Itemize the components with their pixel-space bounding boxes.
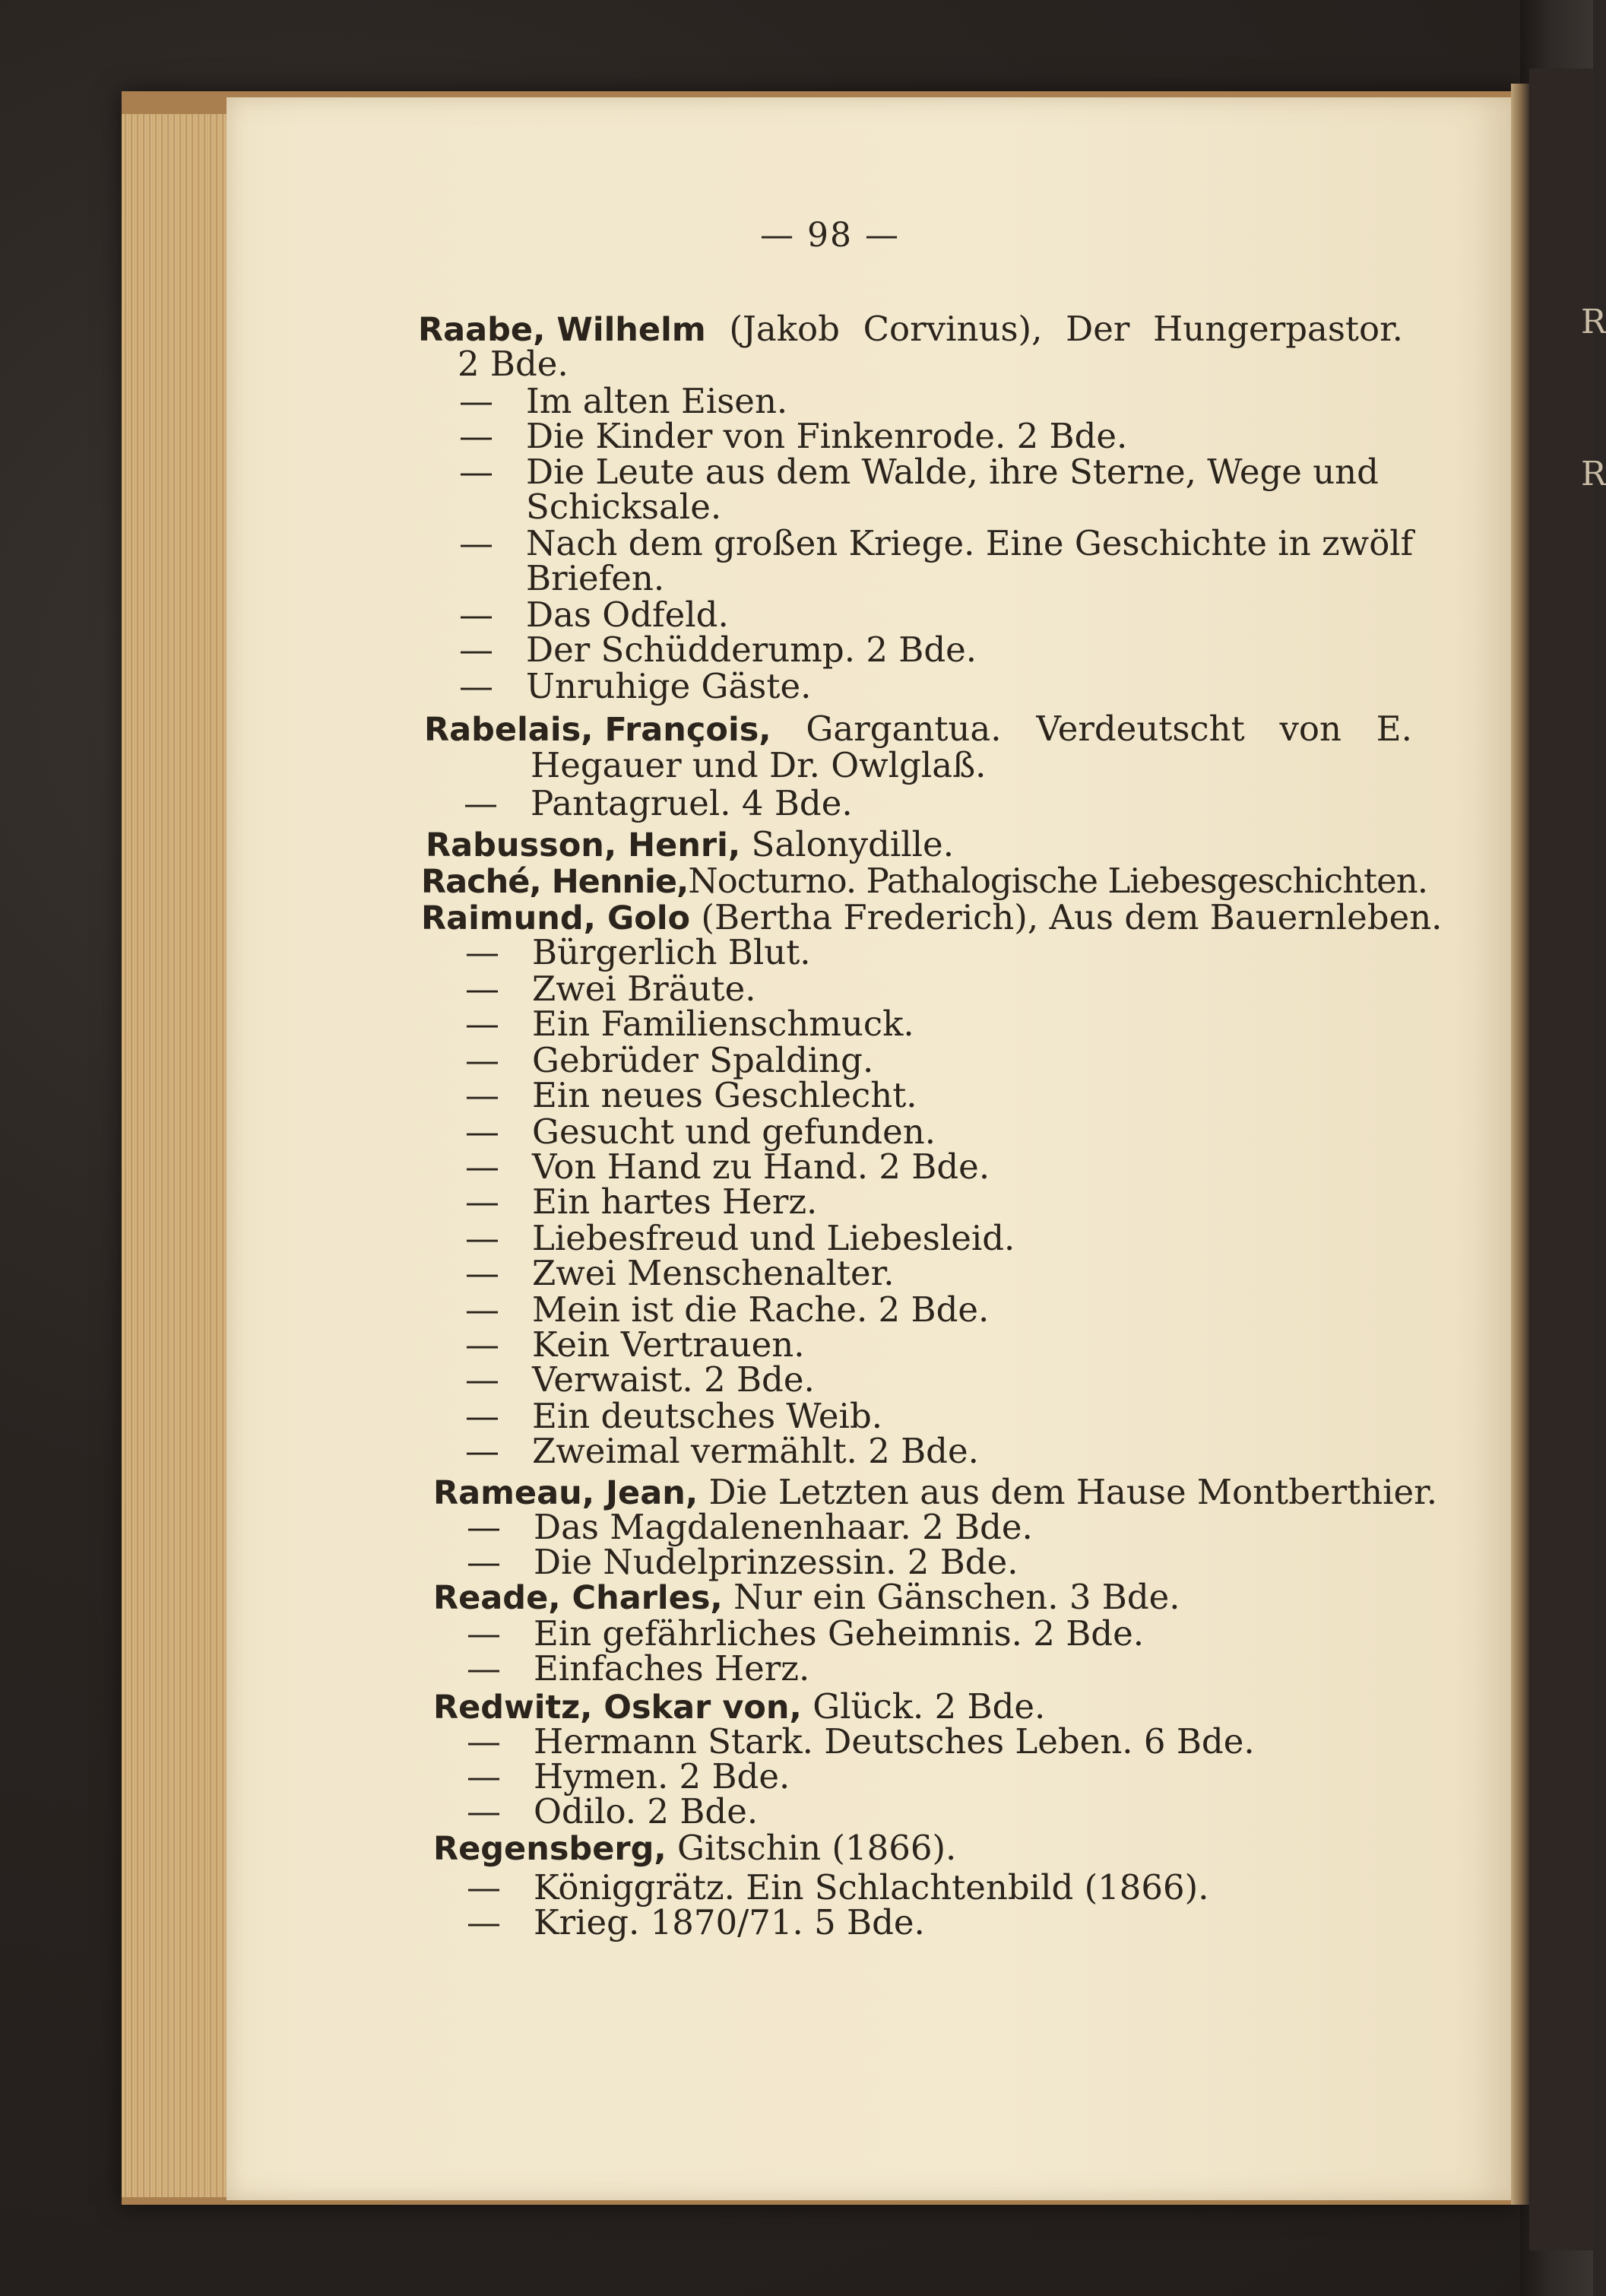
entry-line <box>467 1758 790 1796</box>
entry-line <box>424 710 1412 749</box>
title-text: Gebrüder Spalding. <box>532 1040 874 1080</box>
entry-line <box>465 1077 917 1115</box>
title-text: Salonydille. <box>751 824 954 864</box>
title-text: (Bertha Frederich), Aus dem Bauernleben. <box>701 897 1443 937</box>
dash: — <box>467 1542 501 1582</box>
title-text: Nocturno. Pathalogische Liebesgeschichten. <box>688 861 1428 901</box>
title-text: Hermann Stark. Deutsches Leben. 6 Bde. <box>534 1721 1255 1762</box>
dash: — <box>459 666 493 706</box>
author-name: Regensberg, <box>433 1830 667 1868</box>
dash: — <box>465 1289 499 1330</box>
entry-line: Schicksale. <box>526 487 722 527</box>
entry-line <box>465 1432 979 1470</box>
title-text: Die Leute aus dem Walde, ihre Sterne, Wege und <box>526 452 1379 492</box>
title-text: Unruhige Gäste. <box>526 666 812 706</box>
dash: — <box>465 1075 499 1115</box>
entry-line <box>467 1904 925 1942</box>
entry-line <box>465 1254 895 1292</box>
entry-line <box>467 1869 1209 1907</box>
entry-line <box>467 1508 1033 1546</box>
entry-line <box>465 1183 817 1221</box>
title-text: Nach dem großen Kriege. Eine Geschichte in zwölf <box>526 523 1414 563</box>
dash: — <box>467 1756 501 1797</box>
dash: — <box>465 1112 499 1152</box>
entry-line: 2 Bde. <box>458 344 569 384</box>
page-number: — 98 — <box>760 216 900 255</box>
dash: — <box>467 1791 501 1831</box>
entry-line <box>465 1326 805 1364</box>
author-name: Raimund, Golo <box>421 899 691 937</box>
title-text: Der <box>1066 309 1130 349</box>
dash: — <box>467 1867 501 1908</box>
entry-line: Hegauer und Dr. Owlglaß. <box>531 745 987 785</box>
dash: — <box>465 969 499 1009</box>
dash: — <box>467 1613 501 1654</box>
title-text: Ein deutsches Weib. <box>532 1396 883 1436</box>
title-text: Zweimal vermählt. 2 Bde. <box>532 1431 979 1471</box>
title-text: Verwaist. 2 Bde. <box>532 1359 815 1400</box>
dash: — <box>464 783 498 823</box>
title-text: Verdeutscht <box>1036 709 1245 749</box>
dash: — <box>459 523 493 563</box>
title-text: Gargantua. <box>806 709 1002 749</box>
title-text: Pantagruel. 4 Bde. <box>531 783 853 823</box>
dash: — <box>459 452 493 492</box>
entry-line <box>465 1113 936 1151</box>
title-text: Der Schüdderump. 2 Bde. <box>526 629 977 670</box>
author-name: Rabusson, Henri, <box>426 826 741 864</box>
dash: — <box>467 1648 501 1689</box>
dash: — <box>467 1507 501 1547</box>
entry-line <box>467 1793 758 1831</box>
title-text: Odilo. 2 Bde. <box>534 1791 759 1831</box>
dash: — <box>459 416 493 456</box>
entry-line <box>459 596 729 634</box>
entry-line <box>467 1723 1255 1761</box>
author-name: Redwitz, Oskar von, <box>433 1689 802 1727</box>
title-text: Ein hartes Herz. <box>532 1181 818 1222</box>
entry-line <box>465 1291 989 1329</box>
entry-line <box>465 1361 815 1399</box>
dash: — <box>459 629 493 670</box>
entry-line <box>465 934 811 972</box>
title-text: Die Nudelprinzessin. 2 Bde. <box>534 1542 1018 1582</box>
dash: — <box>465 932 499 972</box>
entry-line <box>467 1615 1144 1653</box>
title-text: Das Odfeld. <box>526 595 729 635</box>
title-text: von <box>1279 709 1342 749</box>
entry-line <box>465 1042 873 1080</box>
entry-line: Briefen. <box>526 558 665 598</box>
author-name: Rabelais, François, <box>424 711 771 749</box>
title-text: Nur ein Gänschen. 3 Bde. <box>733 1577 1180 1617</box>
title-text: Einfaches Herz. <box>534 1648 810 1689</box>
entry-line <box>459 668 811 706</box>
title-text: Glück. 2 Bde. <box>813 1686 1046 1727</box>
title-text: Krieg. 1870/71. 5 Bde. <box>534 1902 925 1942</box>
title-text: Liebesfreud und Liebesleid. <box>532 1218 1015 1258</box>
entry-line <box>464 785 853 823</box>
title-text: Die Kinder von Finkenrode. 2 Bde. <box>526 416 1128 456</box>
title-text: Hymen. 2 Bde. <box>534 1756 790 1797</box>
dash: — <box>467 1721 501 1762</box>
dash: — <box>465 1146 499 1187</box>
dash: — <box>465 1359 499 1400</box>
entry-line <box>459 631 977 669</box>
title-text: Gitschin (1866). <box>677 1828 957 1868</box>
author-name: Raché, Hennie, <box>421 863 689 901</box>
entry-line <box>433 1578 1180 1617</box>
entry-line <box>421 862 1427 901</box>
entry-line <box>459 417 1127 455</box>
title-text: Königgrätz. Ein Schlachtenbild (1866). <box>534 1867 1209 1908</box>
entry-line <box>465 970 756 1008</box>
entry-line <box>426 826 954 864</box>
dash: — <box>465 1324 499 1365</box>
next-page-letter: R <box>1581 303 1606 341</box>
title-text: E. <box>1376 709 1412 749</box>
title-text: Ein neues Geschlecht. <box>532 1075 917 1115</box>
dash: — <box>465 1431 499 1471</box>
title-text: (Jakob <box>729 309 840 349</box>
title-text: Zwei Bräute. <box>532 969 756 1009</box>
next-page-letter: R <box>1581 455 1606 493</box>
entry-line <box>465 1397 882 1435</box>
entry-line <box>465 1148 990 1186</box>
author-name: Raabe, Wilhelm <box>418 311 706 349</box>
title-text: Kein Vertrauen. <box>532 1324 805 1365</box>
entry-line <box>467 1543 1018 1581</box>
dash: — <box>459 381 493 421</box>
title-text: Ein gefährliches Geheimnis. 2 Bde. <box>534 1613 1145 1654</box>
entry-line <box>459 453 1379 491</box>
entry-line <box>465 1005 914 1043</box>
dash: — <box>465 1040 499 1080</box>
dash: — <box>465 1396 499 1436</box>
entry-line <box>433 1829 956 1868</box>
entry-line <box>459 382 787 420</box>
dash: — <box>467 1902 501 1942</box>
dash: — <box>465 1181 499 1222</box>
entry-line <box>465 1219 1015 1257</box>
entry-line <box>467 1650 809 1688</box>
dash: — <box>465 1253 499 1293</box>
title-text: Die Letzten aus dem Hause Montberthier. <box>708 1472 1438 1512</box>
author-name: Reade, Charles, <box>433 1579 723 1617</box>
dash: — <box>465 1004 499 1044</box>
title-text: Ein Familienschmuck. <box>532 1004 914 1044</box>
title-text: Mein ist die Rache. 2 Bde. <box>532 1289 990 1330</box>
title-text: Gesucht und gefunden. <box>532 1112 936 1152</box>
title-text: Bürgerlich Blut. <box>532 932 811 972</box>
title-text: Corvinus), <box>863 309 1043 349</box>
dash: — <box>459 595 493 635</box>
title-text: Von Hand zu Hand. 2 Bde. <box>532 1146 990 1187</box>
title-text: Im alten Eisen. <box>526 381 788 421</box>
title-text: Das Magdalenenhaar. 2 Bde. <box>534 1507 1033 1547</box>
title-text: Zwei Menschenalter. <box>532 1253 895 1293</box>
title-text: Hungerpastor. <box>1153 309 1403 349</box>
author-name: Rameau, Jean, <box>433 1474 698 1512</box>
entry-line <box>459 525 1413 563</box>
dash: — <box>465 1218 499 1258</box>
